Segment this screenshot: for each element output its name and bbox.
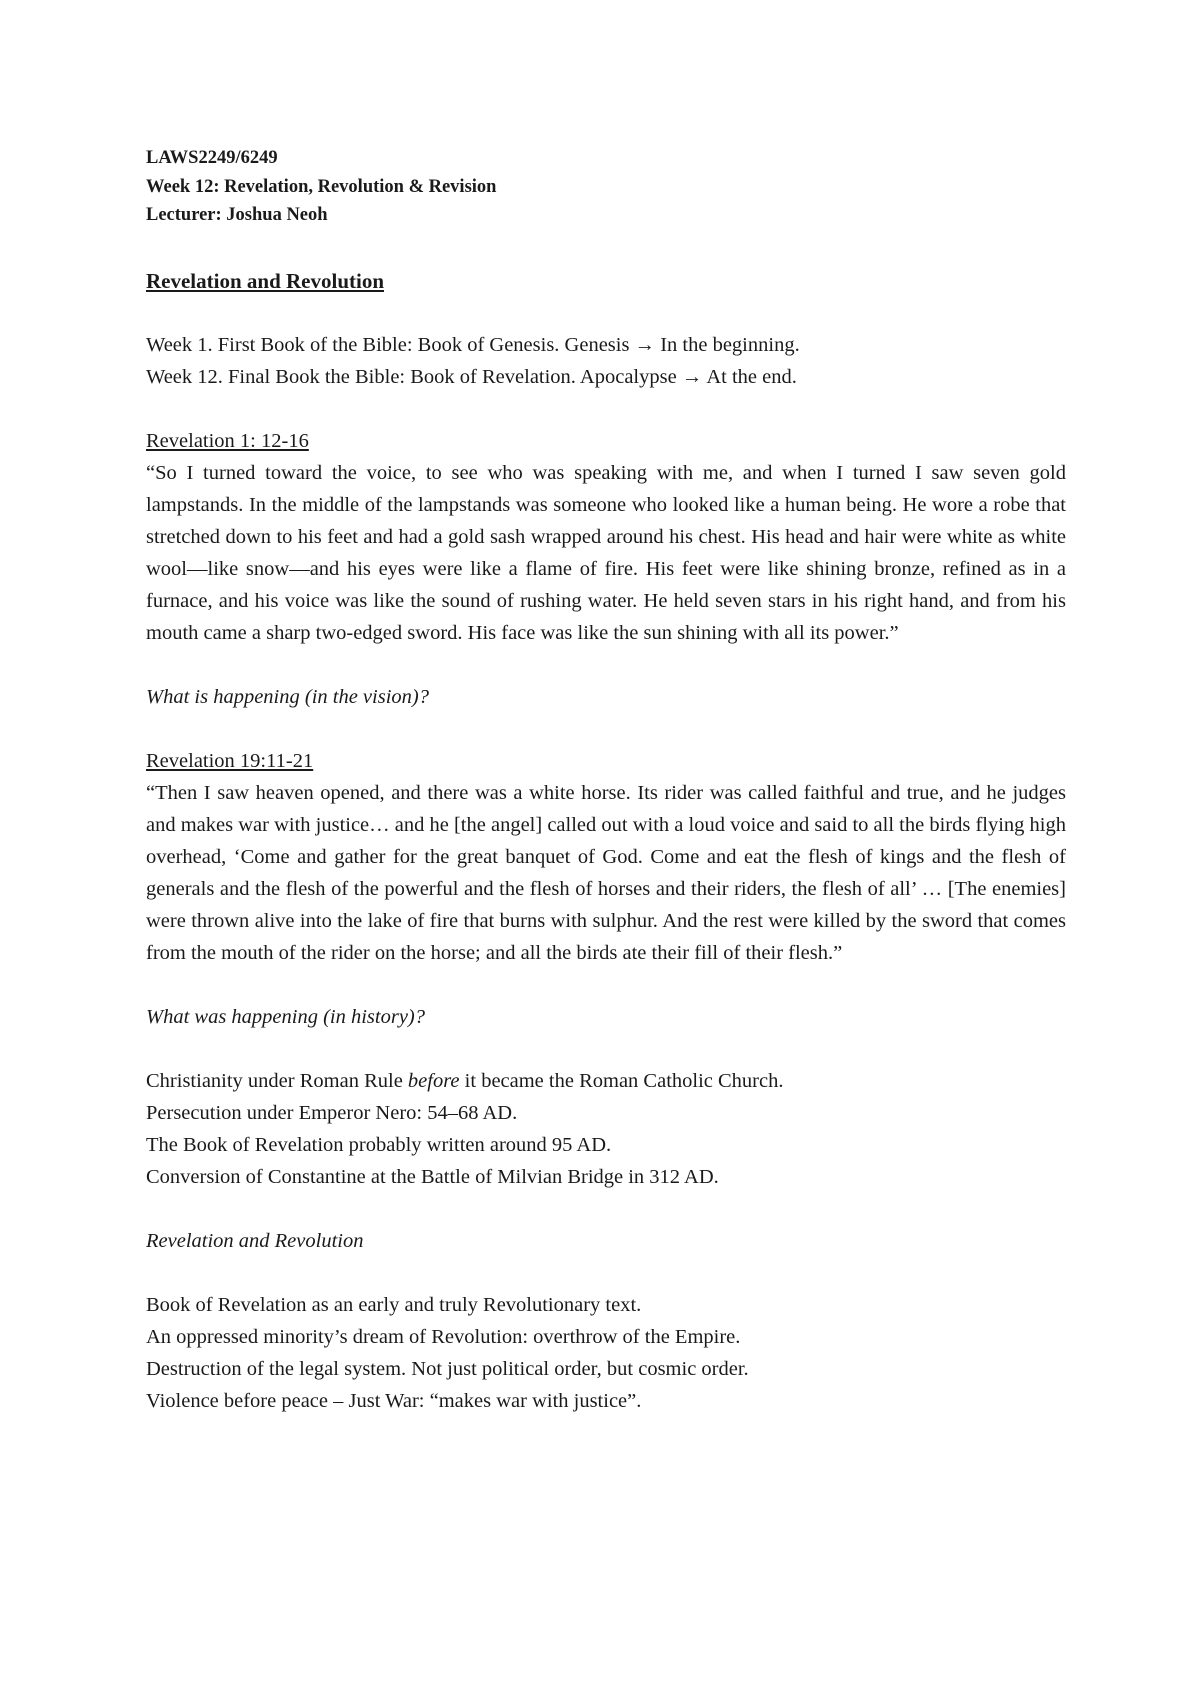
point-line-2: An oppressed minority’s dream of Revolution: overthrow of the Empire. <box>146 1325 741 1348</box>
spacer <box>146 1033 1066 1065</box>
lecturer-name: Lecturer: Joshua Neoh <box>146 205 328 225</box>
passage-1-reference: Revelation 1: 12-16 <box>146 429 309 452</box>
history-line-3: The Book of Revelation probably written around 95 AD. <box>146 1133 612 1156</box>
history-line-2: Persecution under Emperor Nero: 54–68 AD. <box>146 1101 518 1124</box>
intro-line-2: Week 12. Final Book the Bible: Book of Revelation. Apocalypse → At the end. <box>146 365 797 388</box>
passage-2-reference: Revelation 19:11-21 <box>146 749 314 772</box>
section-heading: Revelation and Revolution <box>146 268 385 293</box>
history-line-4: Conversion of Constantine at the Battle of Milvian Bridge in 312 AD. <box>146 1165 719 1188</box>
point-line-1: Book of Revelation as an early and truly Revolutionary text. <box>146 1293 642 1316</box>
history-line-1 <box>146 1065 1066 1097</box>
course-code: LAWS2249/6249 <box>146 148 278 168</box>
subheading: Revelation and Revolution <box>146 1229 364 1252</box>
intro-line-1: Week 1. First Book of the Bible: Book of Genesis. Genesis → In the beginning. <box>146 333 800 356</box>
spacer <box>146 649 1066 681</box>
history-line-1-start: Christianity under Roman Rule <box>146 1069 408 1092</box>
passage-2-text: “Then I saw heaven opened, and there was a white horse. Its rider was called faithful and true, and he judges and makes war with justice… and he [the angel] called out with a loud voice and said to all the birds flying high overhead, ‘Come and gather for the great banquet of God. Come and eat the flesh of kings and the flesh of generals and the flesh of the powerful and the flesh of horses and their riders, the flesh of all’ … [The enemies] were thrown alive into the lake of fire that burns with sulphur. And the rest were killed by the sword that comes from the mouth of the rider on the horse; and all the birds ate their fill of their flesh.” <box>146 781 1066 964</box>
spacer <box>146 393 1066 425</box>
question-history: What was happening (in history)? <box>146 1005 426 1028</box>
spacer <box>146 1193 1066 1225</box>
spacer <box>146 1257 1066 1289</box>
point-line-4: Violence before peace – Just War: “makes war with justice”. <box>146 1389 642 1412</box>
history-line-1-end: it became the Roman Catholic Church. <box>459 1069 784 1092</box>
spacer <box>146 713 1066 745</box>
passage-1-text: “So I turned toward the voice, to see who was speaking with me, and when I turned I saw seven gold lampstands. In the middle of the lampstands was someone who looked like a human being. He wore a robe that stretched down to his feet and had a gold sash wrapped around his chest. His head and hair were white as white wool—like snow—and his eyes were like a flame of fire. His feet were like shining bronze, refined as in a furnace, and his voice was like the sound of rushing water. He held seven stars in his right hand, and from his mouth came a sharp two-edged sword. His face was like the sun shining with all its power.” <box>146 461 1066 644</box>
question-vision: What is happening (in the vision)? <box>146 685 429 708</box>
week-title: Week 12: Revelation, Revolution & Revision <box>146 176 497 197</box>
history-line-1-emphasis: before <box>407 1069 460 1092</box>
point-line-3: Destruction of the legal system. Not just political order, but cosmic order. <box>146 1357 749 1380</box>
spacer <box>146 969 1066 1001</box>
spacer <box>146 297 1066 329</box>
document-page <box>146 144 1066 1417</box>
